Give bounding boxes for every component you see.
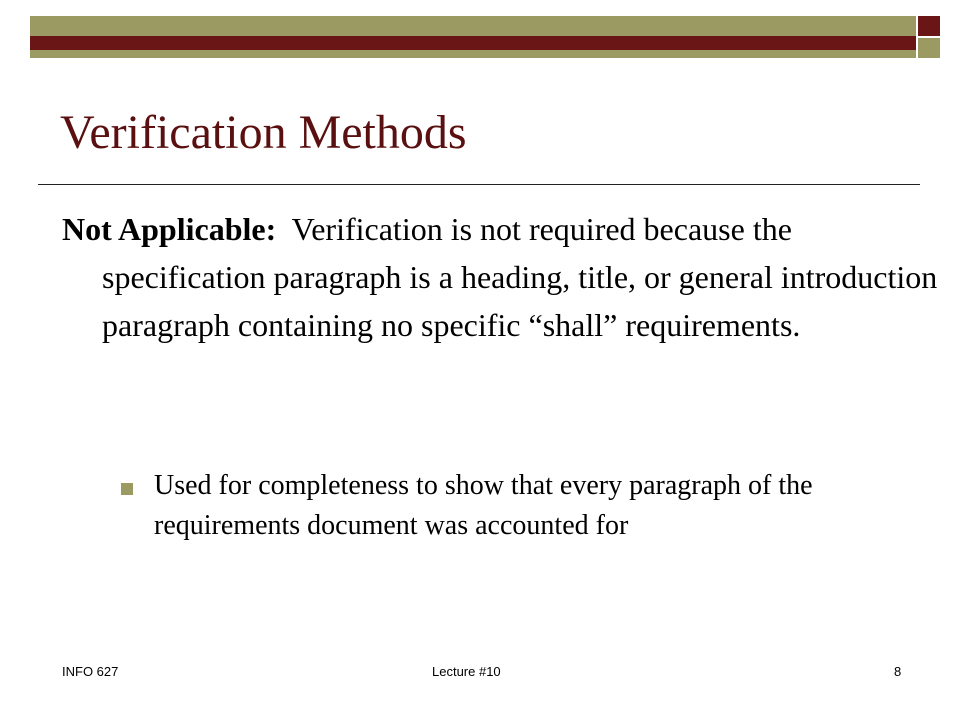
header-band-olive-bottom: [30, 50, 916, 58]
header-band-olive-top: [30, 16, 916, 36]
square-bullet-icon: [121, 483, 133, 495]
footer-lecture: Lecture #10: [432, 664, 501, 679]
slide-title: Verification Methods: [60, 106, 467, 159]
title-divider: [38, 184, 920, 185]
footer-course: INFO 627: [62, 664, 119, 679]
term-label: Not Applicable:: [62, 211, 277, 247]
sub-bullet-text: Used for completeness to show that every paragraph of the requirements document was accounted for: [154, 470, 813, 541]
header-band-maroon: [30, 36, 916, 50]
main-paragraph: [62, 205, 960, 349]
corner-square-maroon: [918, 16, 940, 36]
footer-page-number: 8: [894, 664, 902, 679]
term-definition: Verification is not required because the specification paragraph is a heading, title, or general introduction paragraph containing no specific “shall” requirements.: [102, 211, 938, 343]
corner-square-olive: [918, 38, 940, 58]
